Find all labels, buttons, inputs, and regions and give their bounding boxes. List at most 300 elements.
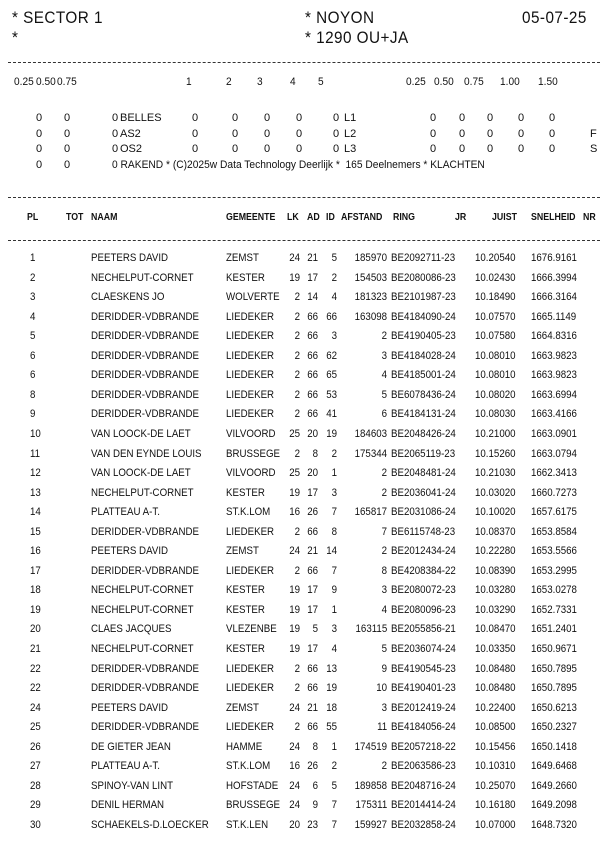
table-row [0,467,600,487]
stats-tail: S [590,143,598,155]
cell-juist: 10.25070 [475,779,516,792]
cell-pl: 24 [30,701,41,714]
cell-gemeente: KESTER [226,643,265,655]
cell-afstand: 4 [381,369,387,382]
cell-id: 13 [326,662,337,675]
cell-pl: 14 [30,506,41,519]
cell-id: 41 [326,408,337,421]
cell-gemeente: LIEDEKER [226,564,275,577]
cell-juist: 10.21000 [475,427,516,440]
stake-label-left: 5 [318,76,324,88]
cell-afstand: 7 [381,525,387,538]
cell-ring: BE2101987-23 [391,291,456,304]
cell-ring: BE2031086-24 [391,506,456,519]
sector-title: * SECTOR 1 [12,8,103,27]
table-row [0,272,600,292]
stats-name: OS2 [120,143,143,155]
cell-snelheid: 1660.7273 [531,486,577,499]
stats-a: 0 [36,143,43,155]
stats-h: 0 [333,127,340,140]
cell-ad: 23 [307,818,318,831]
cell-afstand: 5 [381,388,387,401]
cell-afstand: 2 [381,467,387,480]
table-row [0,565,600,585]
cell-ad: 17 [307,584,318,597]
cell-afstand: 159927 [354,818,387,831]
cell-pl: 15 [30,525,41,538]
cell-juist: 10.08390 [475,564,516,577]
cell-ad: 20 [307,467,318,480]
stats-d: 0 [192,112,199,124]
table-row [0,369,600,389]
cell-gemeente: LIEDEKER [226,662,275,675]
cell-afstand: 175311 [355,799,387,812]
cell-afstand: 184603 [354,427,387,440]
cell-id: 8 [331,525,337,538]
stats-k: 0 [487,143,494,155]
cell-snelheid: 1653.2995 [531,564,577,577]
cell-snelheid: 1649.2660 [531,779,577,792]
cell-pl: 19 [30,603,41,616]
cell-snelheid: 1649.6468 [531,760,577,773]
cell-ring: BE2055856-21 [391,623,456,636]
cell-lk: 2 [294,564,300,577]
cell-lk: 2 [294,388,300,401]
cell-pl: 9 [30,408,36,421]
stake-label-right: 0.75 [464,76,484,88]
cell-naam: SPINOY-VAN LINT [91,779,174,792]
cell-ad: 66 [307,388,318,401]
stats-h: 0 [333,112,340,124]
cell-juist: 10.15260 [475,447,516,460]
cell-pl: 2 [30,271,36,284]
stats-f: 0 [264,112,271,124]
cell-afstand: 2 [381,486,387,499]
cell-naam: DERIDDER-VDBRANDE [91,388,199,401]
cell-lk: 2 [294,721,300,734]
cell-juist: 10.02430 [475,271,516,284]
cell-pl: 5 [30,330,36,343]
cell-ring: BE2092711-23 [391,252,456,264]
cell-snelheid: 1650.7895 [531,662,577,675]
cell-lk: 20 [289,818,300,831]
flight-info: * 1290 OU+JA [305,28,409,47]
cell-gemeente: KESTER [226,486,265,499]
col-pl: PL [27,212,39,223]
cell-id: 1 [331,603,337,616]
cell-ad: 8 [312,447,318,460]
cell-ad: 5 [312,623,318,636]
stats-b: 0 [64,112,71,124]
cell-ad: 17 [307,603,318,616]
cell-ad: 66 [307,662,318,675]
cell-lk: 2 [294,330,300,343]
cell-naam: NECHELPUT-CORNET [91,486,194,499]
cell-afstand: 165817 [354,506,387,519]
col-juist: JUIST [492,212,517,223]
table-row [0,252,600,272]
cell-juist: 10.07000 [475,818,516,831]
cell-id: 1 [331,740,337,753]
table-row [0,780,600,800]
table-row [0,799,600,819]
stats-j: 0 [459,143,466,155]
cell-gemeente: KESTER [226,603,265,616]
cell-juist: 10.03280 [475,584,516,597]
cell-pl: 6 [30,349,36,362]
cell-juist: 10.03290 [475,603,516,616]
cell-id: 4 [331,291,337,304]
stats-g: 0 [296,112,303,124]
cell-snelheid: 1648.7320 [531,818,577,831]
stats-f: 0 [264,127,271,140]
divider-middle [8,197,600,198]
cell-afstand: 6 [381,408,387,421]
cell-id: 5 [331,779,337,792]
stats-m: 0 [549,112,556,124]
cell-pl: 18 [30,584,41,597]
cell-naam: DERIDDER-VDBRANDE [91,721,199,734]
cell-lk: 19 [289,603,300,616]
cell-pl: 17 [30,564,41,577]
cell-id: 7 [331,564,337,577]
cell-snelheid: 1665.1149 [531,310,577,323]
cell-juist: 10.20540 [475,252,516,264]
cell-ring: BE2036074-24 [391,643,456,655]
release-place: * NOYON [305,8,375,27]
cell-juist: 10.08370 [475,525,516,538]
cell-pl: 22 [30,682,41,695]
cell-ad: 9 [312,799,318,812]
cell-lk: 24 [289,740,300,753]
cell-snelheid: 1650.6213 [531,701,577,714]
cell-ring: BE4208384-22 [391,564,456,577]
cell-gemeente: ZEMST [226,545,259,558]
cell-lk: 19 [289,623,300,636]
cell-juist: 10.08480 [475,662,516,675]
stats-i: 0 [430,143,437,155]
cell-snelheid: 1666.3994 [531,271,577,284]
cell-ad: 14 [307,291,318,304]
cell-snelheid: 1663.0901 [531,427,577,440]
table-row [0,428,600,448]
cell-pl: 3 [30,291,36,304]
stats-g: 0 [296,127,303,140]
cell-ring: BE2057218-22 [391,740,456,753]
stake-label-left: 2 [226,76,232,88]
stats-a: 0 [36,112,43,124]
cell-lk: 2 [294,349,300,362]
cell-naam: DERIDDER-VDBRANDE [91,662,199,675]
cell-lk: 2 [294,662,300,675]
cell-gemeente: LIEDEKER [226,310,275,323]
stake-label-left: 4 [290,76,296,88]
cell-ring: BE6078436-24 [391,388,456,401]
cell-ring: BE2012434-24 [391,545,456,558]
cell-naam: PLATTEAU A-T. [91,760,160,773]
cell-juist: 10.15456 [475,740,516,753]
cell-id: 3 [331,623,337,636]
cell-ring: BE2012419-24 [391,701,456,714]
cell-snelheid: 1663.9823 [531,369,577,382]
table-row [0,702,600,722]
cell-naam: DE GIETER JEAN [91,740,171,753]
table-row [0,604,600,624]
cell-id: 5 [331,252,337,264]
cell-naam: DERIDDER-VDBRANDE [91,369,199,382]
cell-gemeente: LIEDEKER [226,388,275,401]
cell-snelheid: 1663.0794 [531,447,577,460]
cell-ring: BE4184090-24 [391,310,456,323]
stats-g: 0 [296,143,303,155]
cell-pl: 20 [30,623,41,636]
cell-gemeente: ST.K.LOM [226,506,271,519]
cell-lk: 24 [289,779,300,792]
table-row [0,389,600,409]
table-row [0,526,600,546]
cell-juist: 10.10310 [475,760,516,773]
cell-ad: 66 [307,330,318,343]
cell-id: 66 [326,310,337,323]
cell-lk: 24 [289,701,300,714]
cell-juist: 10.08480 [475,682,516,695]
cell-lk: 2 [294,291,300,304]
cell-pl: 16 [30,545,41,558]
cell-ring: BE2048481-24 [391,467,456,480]
cell-lk: 25 [289,467,300,480]
cell-ring: BE4190405-23 [391,330,456,343]
cell-juist: 10.10020 [475,506,516,519]
cell-id: 18 [326,701,337,714]
rakend-b: 0 [64,158,71,171]
col-ad: AD [307,212,320,223]
table-row [0,487,600,507]
cell-snelheid: 1650.9671 [531,643,577,655]
stats-f: 0 [264,143,271,155]
cell-naam: NECHELPUT-CORNET [91,584,194,597]
cell-ring: BE4190401-23 [391,682,456,695]
cell-pl: 22 [30,662,41,675]
stats-c: 0 [112,127,119,140]
col-naam: NAAM [91,212,118,223]
cell-afstand: 10 [376,682,387,695]
cell-juist: 10.07580 [475,330,516,343]
cell-id: 62 [326,349,337,362]
stats-d: 0 [192,127,199,140]
cell-ad: 66 [307,369,318,382]
cell-pl: 11 [30,447,41,460]
cell-ad: 66 [307,564,318,577]
cell-ad: 66 [307,349,318,362]
col-snelheid: SNELHEID [531,212,576,223]
cell-id: 7 [331,799,337,812]
cell-gemeente: LIEDEKER [226,682,275,695]
cell-naam: DERIDDER-VDBRANDE [91,525,199,538]
stake-label-left: 0.75 [57,76,77,88]
cell-gemeente: KESTER [226,271,265,284]
cell-naam: PEETERS DAVID [91,701,169,714]
cell-gemeente: ZEMST [226,701,259,714]
cell-snelheid: 1663.9823 [531,349,577,362]
stats-b: 0 [64,143,71,155]
race-date: 05-07-25 [522,8,587,27]
cell-afstand: 3 [381,349,387,362]
table-row [0,506,600,526]
rakend-a: 0 [36,158,43,171]
table-row [0,721,600,741]
cell-ring: BE2063586-23 [391,760,456,773]
cell-naam: DERIDDER-VDBRANDE [91,564,199,577]
cell-pl: 28 [30,779,41,792]
col-id: ID [326,212,335,223]
cell-snelheid: 1653.0278 [531,584,577,597]
cell-gemeente: HOFSTADE [226,779,279,792]
cell-gemeente: VLEZENBE [226,623,277,636]
cell-ad: 20 [307,427,318,440]
cell-afstand: 181323 [354,291,387,304]
cell-ring: BE4190545-23 [391,662,456,675]
cell-ad: 66 [307,310,318,323]
cell-afstand: 189858 [354,779,387,792]
cell-juist: 10.08030 [475,408,516,421]
cell-id: 7 [331,818,337,831]
cell-pl: 8 [30,388,36,401]
table-row [0,311,600,331]
table-row [0,448,600,468]
stats-k: 0 [487,112,494,124]
col-gemeente: GEMEENTE [226,212,276,223]
cell-lk: 24 [289,545,300,558]
stats-d: 0 [192,143,199,155]
table-row [0,623,600,643]
stats-e: 0 [232,143,239,155]
cell-lk: 19 [289,271,300,284]
stake-label-left: 1 [186,76,192,88]
stats-l: 0 [518,112,525,124]
cell-naam: NECHELPUT-CORNET [91,603,194,616]
cell-ad: 66 [307,525,318,538]
cell-id: 14 [326,545,337,558]
cell-lk: 2 [294,682,300,695]
cell-gemeente: VILVOORD [226,427,276,440]
stake-label-right: 0.25 [406,76,426,88]
cell-ad: 21 [307,252,318,264]
cell-naam: VAN DEN EYNDE LOUIS [91,447,202,460]
cell-naam: NECHELPUT-CORNET [91,643,194,655]
cell-afstand: 11 [376,721,387,734]
cell-ring: BE2080096-23 [391,603,456,616]
cell-id: 19 [326,682,337,695]
stats-lname: L1 [344,112,357,124]
cell-pl: 21 [30,643,41,655]
col-ring: RING [393,212,415,223]
cell-naam: DERIDDER-VDBRANDE [91,682,199,695]
cell-lk: 2 [294,369,300,382]
stats-lname: L3 [344,143,357,155]
cell-id: 2 [331,447,337,460]
cell-pl: 13 [30,486,41,499]
cell-gemeente: LIEDEKER [226,330,275,343]
cell-afstand: 4 [381,603,387,616]
cell-naam: SCHAEKELS-D.LOECKER [91,818,209,831]
cell-lk: 2 [294,408,300,421]
cell-ring: BE4184056-24 [391,721,456,734]
stake-label-left: 3 [257,76,263,88]
cell-naam: NECHELPUT-CORNET [91,271,194,284]
cell-pl: 29 [30,799,41,812]
cell-pl: 27 [30,760,41,773]
cell-naam: DERIDDER-VDBRANDE [91,330,199,343]
cell-afstand: 185970 [354,252,387,264]
cell-naam: PLATTEAU A-T. [91,506,160,519]
cell-ad: 26 [307,506,318,519]
cell-lk: 19 [289,584,300,597]
cell-pl: 4 [30,310,36,323]
stats-i: 0 [430,112,437,124]
cell-ad: 17 [307,271,318,284]
header-star: * [12,28,19,47]
stats-m: 0 [549,143,556,155]
cell-ad: 66 [307,408,318,421]
stake-label-left: 0.50 [36,76,56,88]
cell-snelheid: 1676.9161 [531,252,577,264]
cell-naam: CLAES JACQUES [91,623,172,636]
cell-gemeente: ZEMST [226,252,259,264]
stats-tail: F [590,127,597,140]
cell-juist: 10.08500 [475,721,516,734]
cell-afstand: 8 [381,564,387,577]
cell-ring: BE2048426-24 [391,427,456,440]
table-row [0,682,600,702]
stats-k: 0 [487,127,494,140]
table-row [0,643,600,663]
cell-gemeente: LIEDEKER [226,369,275,382]
cell-afstand: 163098 [354,310,387,323]
table-row [0,350,600,370]
rakend-line: 0 RAKEND * (C)2025w Data Technology Deerlijk * 165 Deelnemers * KLACHTEN [112,158,485,171]
cell-snelheid: 1650.7895 [531,682,577,695]
stake-label-left: 0.25 [14,76,34,88]
cell-afstand: 163115 [355,623,387,636]
cell-ring: BE2036041-24 [391,486,456,499]
cell-naam: VAN LOOCK-DE LAET [91,467,191,480]
cell-lk: 16 [289,760,300,773]
cell-ring: BE2014414-24 [391,799,456,812]
cell-juist: 10.08010 [475,369,516,382]
table-row [0,819,600,839]
cell-snelheid: 1664.8316 [531,330,577,343]
cell-id: 19 [326,427,337,440]
cell-juist: 10.03350 [475,643,516,655]
cell-pl: 1 [30,252,36,264]
stats-b: 0 [64,127,71,140]
cell-juist: 10.07570 [475,310,516,323]
stake-label-right: 1.00 [500,76,520,88]
cell-snelheid: 1652.7331 [531,603,577,616]
table-row [0,741,600,761]
cell-id: 9 [331,584,337,597]
cell-ad: 6 [312,779,318,792]
cell-lk: 19 [289,643,300,655]
cell-juist: 10.03020 [475,486,516,499]
cell-id: 2 [331,760,337,773]
cell-snelheid: 1653.8584 [531,525,577,538]
cell-ad: 8 [312,740,318,753]
cell-juist: 10.22280 [475,545,516,558]
cell-id: 55 [326,721,337,734]
cell-juist: 10.08010 [475,349,516,362]
cell-juist: 10.08470 [475,623,516,636]
